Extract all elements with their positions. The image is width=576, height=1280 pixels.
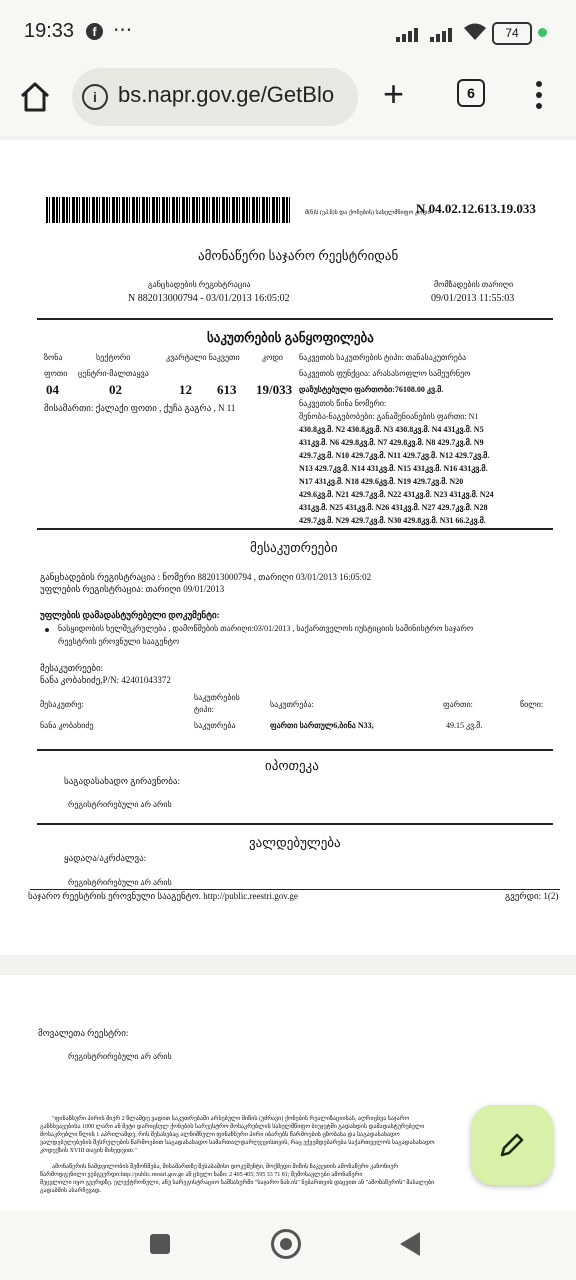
mortgage-section-title: იპოთეკა — [265, 758, 319, 773]
divider — [30, 889, 560, 890]
table-property-header: საკუთრება: — [270, 700, 314, 709]
doc-title: ამონაწერი საჯარო რეესტრიდან — [198, 248, 399, 263]
col-zone: ზონა — [44, 353, 63, 362]
col-code: კოდი — [262, 353, 284, 362]
docs-label: უფლების დამადასტურებელი დოკუმენტი: — [40, 610, 220, 620]
building-line: 431კვ.მ. N25 431კვ.მ. N26 431კვ.მ. N27 429.7კვ.მ. N28 — [299, 503, 488, 512]
debtors-label: მოვალეთა რეესტრი: — [38, 1028, 129, 1038]
property-section-title: საკუთრების განყოფილება — [207, 330, 374, 345]
back-icon[interactable] — [400, 1232, 420, 1256]
obligations-label: ყადაღა/აკრძალვა: — [64, 853, 147, 863]
note-line: წარმოდგენილი ვებგვერდი:http://public.reestri.gov.ge ან ცხელი ხაზი: 2 405 405; 595 33 71 81; შემოსავლები ამონაწერი — [40, 1172, 363, 1178]
table-area-header: ფართი: — [443, 700, 473, 709]
building-line: 429.7კვ.მ. N10 429.7კვ.მ. N11 429.7კვ.მ. N12 429.7კვ.მ. — [299, 451, 490, 460]
system-nav-bar — [0, 1210, 576, 1280]
status-bar — [0, 0, 576, 64]
building-line: 430.8კვ.მ. N2 430.8კვ.მ. N3 430.8კვ.მ. N4 431კვ.მ. N5 — [299, 425, 484, 434]
area: დაზუსტებული ფართობი:76108.00 კვ.მ. — [299, 385, 444, 394]
signal-icon-2 — [430, 26, 456, 42]
footer-left: საჯარო რეესტრის ეროვნული სააგენტო. http://public.reestri.gov.ge — [28, 891, 298, 901]
building-line: N13 429.7კვ.მ. N14 431კვ.მ. N15 431კვ.მ. N16 431კვ.მ. — [299, 464, 488, 473]
ownership-reg-line: განცხადების რეგისტრაცია : ნომერი 882013000794 , თარიღი 03/01/2013 16:05:02 — [40, 572, 372, 582]
facebook-icon: f — [86, 23, 103, 40]
document-page-1 — [0, 140, 576, 955]
battery-icon: 74 — [492, 22, 532, 45]
note-line: მოსაკრებლი წლის 1 აპრილამდე, რის შესახებაც ალნიშნული ფინანსური პირი იბარებს წარმოების ცნობასა და საგადასახადო — [40, 1132, 400, 1138]
barcode — [46, 197, 291, 223]
sector-value: 02 — [109, 382, 122, 397]
note-line: ამონაწერის ნამდვილობის შემოწმება, მისამართზე შესაბამისი დოკუმენტი, მოქმედი მიწის ნაკვეთის ამონაწერი კანონიერ — [52, 1164, 399, 1170]
home-icon[interactable] — [18, 80, 52, 114]
ownership-type: ნაკვეთის საკუთრების ტიპი: თანასაკუთრება — [299, 353, 467, 362]
doc-item-1: ნასყიდობის ხელშეკრულება , დამოწმების თარიღი:03/01/2013 , საქართველოს იუსტიციის სამინისტრო საჯარო — [58, 624, 474, 633]
overflow-menu-icon[interactable] — [536, 80, 542, 110]
site-info-icon[interactable]: i — [82, 84, 108, 110]
mortgage-value: რეგისტრირებული არ არის — [68, 800, 172, 809]
reg-label: განცხადების რეგისტრაცია — [148, 280, 251, 289]
edit-pencil-icon — [498, 1131, 526, 1159]
table-share-header: წილი: — [520, 700, 544, 709]
home-nav-icon[interactable] — [271, 1229, 301, 1259]
divider — [37, 823, 553, 825]
table-type-header-1: საკუთრების — [194, 693, 240, 702]
prep-value: 09/01/2013 11:55:03 — [431, 293, 515, 304]
building-line: შენობა-ნაგებობები: განაშენიანების ფართი: N1 — [299, 412, 479, 421]
edit-fab-button[interactable] — [471, 1105, 553, 1185]
header-small-text: მ(ნ)ს (ეპ.ნ)ს და ქონების) სახელმწიფო კოდი — [305, 210, 431, 216]
building-line: 429.7კვ.მ. N29 429.7კვ.მ. N30 429.8კვ.მ. N31 66.2კვ.მ. — [299, 516, 486, 525]
divider — [37, 528, 553, 530]
active-indicator-dot — [538, 28, 547, 37]
ownership-section-title: მესაკუთრეები — [250, 540, 338, 555]
prev-number: ნაკვეთის წინა ნომერი: — [299, 399, 387, 408]
code-value: 19/033 — [256, 382, 293, 397]
url-text[interactable]: bs.napr.gov.ge/GetBlo — [118, 82, 335, 107]
building-line: 429.6კვ.მ. N21 429.7კვ.მ. N22 431კვ.მ. N23 431კვ.მ. N24 — [299, 490, 494, 499]
purpose: ნაკვეთის ფუნქცია: არასასოფლო სამეურნეო — [299, 369, 471, 378]
reg-value: N 882013000794 - 03/01/2013 16:05:02 — [128, 293, 290, 304]
more-notifications-icon: ··· — [113, 18, 133, 42]
owner-type: საკუთრება — [194, 721, 236, 730]
divider — [37, 318, 553, 320]
mortgage-label: საგადასახადო გირავნობა: — [64, 776, 180, 786]
recent-apps-icon[interactable] — [150, 1234, 170, 1254]
col-quarter: კვარტალი ნაკვეთი — [166, 353, 240, 362]
new-tab-icon[interactable]: + — [383, 73, 405, 114]
address: მისამართი: ქალაქი ფოთი , ქუჩა გაგრა , N 11 — [44, 403, 236, 413]
status-time: 19:33 — [24, 20, 75, 42]
note-line: განსხვავებისა 1000 ლარი ან მეტი დარიცხულ ქონების სარეესტრო მოსაკრებლის სახელმწიფო ბიუჯეტში გადახდის დამადასტურებელი — [40, 1124, 425, 1130]
obligations-value: რეგისტრირებული არ არის — [68, 878, 172, 887]
note-line: "ფინანსური პირის მიერ 2 წლამდე ვადით საკუთრებაში არსებული მიწის (უძრავი) ქონების რეალიზაციისას, აღრიცხვა საჯარო — [52, 1116, 410, 1122]
wifi-icon — [462, 22, 488, 42]
address-bar[interactable] — [72, 68, 358, 126]
owner-line: ნანა კობახიძე,P/N: 42401043372 — [40, 675, 171, 685]
building-line: N17 431კვ.მ. N18 429.6კვ.მ. N19 429.7კვ.მ. N20 — [299, 477, 464, 486]
note-line: კოდექსის XVIII თავის მიხედვით." — [40, 1148, 137, 1154]
prep-label: მომზადების თარიღი — [434, 280, 514, 289]
owner-name: ნანა კობახიძე — [40, 721, 94, 730]
bullet — [45, 628, 49, 632]
obligations-section-title: ვალდებულება — [249, 835, 341, 850]
right-reg-line: უფლების რეგისტრაცია: თარიღი 09/01/2013 — [40, 584, 225, 594]
doc-item-2: რეესტრის ეროვნული სააგენტო — [58, 637, 180, 646]
col-sector: სექტორი — [96, 353, 131, 362]
table-owner-header: მესაკუთრე: — [40, 700, 84, 709]
sector-name: ცენტრი-მალთაყვა — [78, 369, 149, 378]
owners-label: მესაკუთრეები: — [40, 663, 104, 673]
debtors-value: რეგისტრირებული არ არის — [68, 1052, 172, 1061]
owner-property: ფართი სართულ6,ბინა N33, — [270, 721, 374, 730]
doc-number: N 04.02.12.613.19.033 — [416, 201, 536, 216]
tab-switcher-button[interactable]: 6 — [457, 79, 485, 107]
divider — [37, 749, 553, 751]
note-line: ვალდებულებების შესრულების წარმოებით საგადასახადო სამართალდარღვევისთვის, რაც ექვემდებარება საქართველოს საგადასახადო — [40, 1140, 435, 1146]
footer-right: გვერდი: 1(2) — [505, 891, 559, 901]
signal-icon-1 — [396, 26, 422, 42]
note-line: შეცვლილი იყო გვერდზე. ელექტრონული, ანუ სარეგისტრაციო სამსახურში "საჯარო ნახ.ის" ნებართვის დაცვით ან "ამონაწერის" მასალები — [40, 1180, 435, 1186]
table-type-header-2: ტიპი: — [194, 705, 214, 714]
browser-toolbar — [0, 64, 576, 136]
parcel-value: 613 — [217, 382, 237, 397]
zone-name: ფოთი — [44, 369, 68, 378]
zone-value: 04 — [46, 382, 59, 397]
note-line: გადაბმის ასარჩევად. — [40, 1188, 102, 1194]
building-line: 431კვ.მ. N6 429.8კვ.მ. N7 429.8კვ.მ. N8 429.7კვ.მ. N9 — [299, 438, 484, 447]
owner-area: 49.15 კვ.მ. — [446, 721, 483, 730]
quarter-value: 12 — [179, 382, 192, 397]
